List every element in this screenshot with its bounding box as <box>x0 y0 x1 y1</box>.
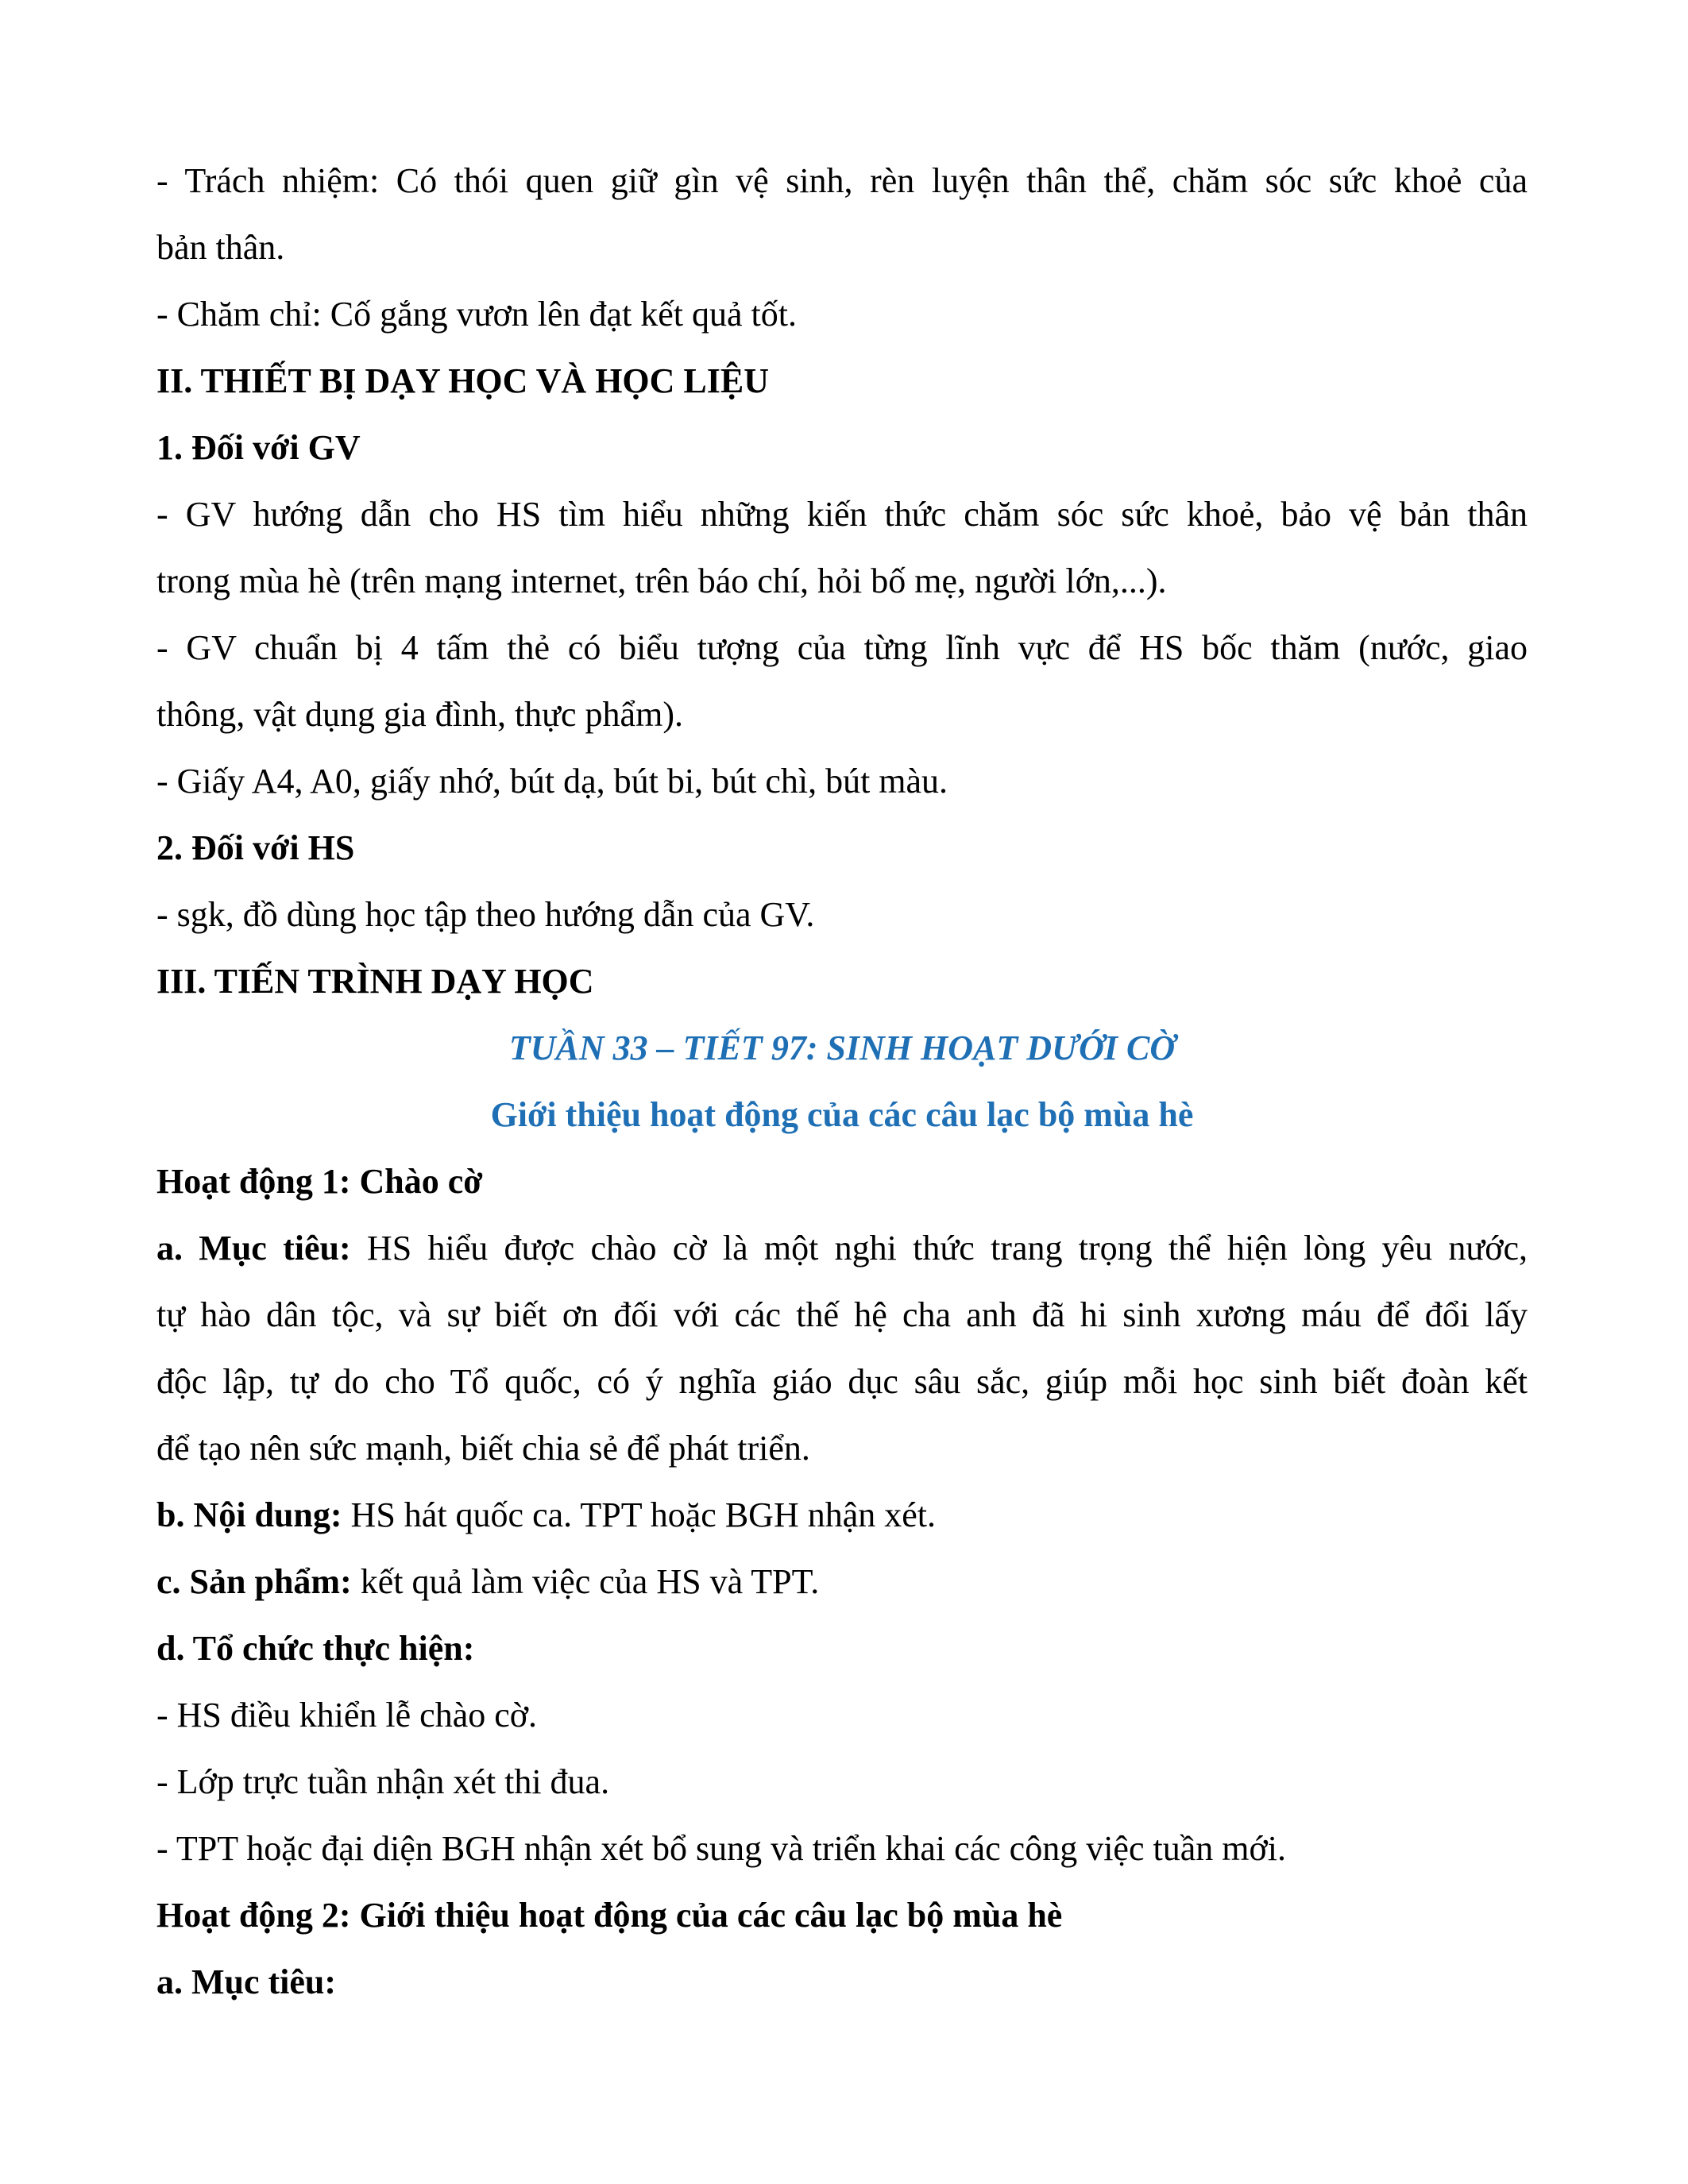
paragraph-line: bản thân. <box>156 228 285 267</box>
section-heading-ii: II. THIẾT BỊ DẠY HỌC VÀ HỌC LIỆU <box>156 361 770 400</box>
paragraph-line: - Giấy A4, A0, giấy nhớ, bút dạ, bút bi, bút chì, bút màu. <box>156 762 948 801</box>
paragraph-line: - GV chuẩn bị 4 tấm thẻ có biểu tượng của từng lĩnh vực để HS bốc thăm (nước, giao <box>156 628 1528 667</box>
paragraph-line: để tạo nên sức mạnh, biết chia sẻ để phát triển. <box>156 1429 810 1468</box>
paragraph-line: - TPT hoặc đại diện BGH nhận xét bổ sung và triển khai các công việc tuần mới. <box>156 1829 1286 1868</box>
paragraph-line: - Lớp trực tuần nhận xét thi đua. <box>156 1762 610 1801</box>
product-text: kết quả làm việc của HS và TPT. <box>351 1562 820 1601</box>
paragraph-line <box>156 1215 1528 1282</box>
content-label: b. Nội dung: <box>156 1495 342 1534</box>
paragraph-line: thông, vật dụng gia đình, thực phẩm). <box>156 695 683 734</box>
activity-2-title: Hoạt động 2: Giới thiệu hoạt động của các câu lạc bộ mùa hè <box>156 1896 1063 1935</box>
paragraph-line: - Chăm chỉ: Cố gắng vươn lên đạt kết quả tốt. <box>156 295 797 334</box>
document-page <box>156 148 1528 2016</box>
activity-1-title: Hoạt động 1: Chào cờ <box>156 1162 483 1201</box>
paragraph-line: - Trách nhiệm: Có thói quen giữ gìn vệ sinh, rèn luyện thân thể, chăm sóc sức khoẻ của <box>156 161 1528 200</box>
content-text: HS hát quốc ca. TPT hoặc BGH nhận xét. <box>342 1495 937 1534</box>
objective-text: HS hiểu được chào cờ là một nghi thức trang trọng thể hiện lòng yêu nước, <box>350 1229 1528 1268</box>
subheading-hs: 2. Đối với HS <box>156 828 355 867</box>
paragraph-line <box>156 1482 1528 1549</box>
paragraph-line: - sgk, đồ dùng học tập theo hướng dẫn của GV. <box>156 895 815 934</box>
paragraph-line: trong mùa hè (trên mạng internet, trên báo chí, hỏi bố mẹ, người lớn,...). <box>156 561 1167 600</box>
objective-label: a. Mục tiêu: <box>156 1229 351 1268</box>
week-title: TUẦN 33 – TIẾT 97: SINH HOẠT DƯỚI CỜ <box>508 1028 1176 1067</box>
section-heading-iii: III. TIẾN TRÌNH DẠY HỌC <box>156 962 594 1001</box>
week-subtitle: Giới thiệu hoạt động của các câu lạc bộ mùa hè <box>490 1095 1194 1134</box>
product-label: c. Sản phẩm: <box>156 1562 352 1601</box>
paragraph-line: tự hào dân tộc, và sự biết ơn đối với các thế hệ cha anh đã hi sinh xương máu để đổi lấy <box>156 1295 1528 1334</box>
organization-label: d. Tổ chức thực hiện: <box>156 1629 475 1668</box>
paragraph-line: độc lập, tự do cho Tổ quốc, có ý nghĩa giáo dục sâu sắc, giúp mỗi học sinh biết đoàn kết <box>156 1362 1528 1401</box>
paragraph-line: - GV hướng dẫn cho HS tìm hiểu những kiến thức chăm sóc sức khoẻ, bảo vệ bản thân <box>156 495 1528 534</box>
objective-label: a. Mục tiêu: <box>156 1962 337 2001</box>
paragraph-line: - HS điều khiển lễ chào cờ. <box>156 1696 538 1734</box>
subheading-gv: 1. Đối với GV <box>156 428 361 467</box>
paragraph-line <box>156 1549 1528 1615</box>
